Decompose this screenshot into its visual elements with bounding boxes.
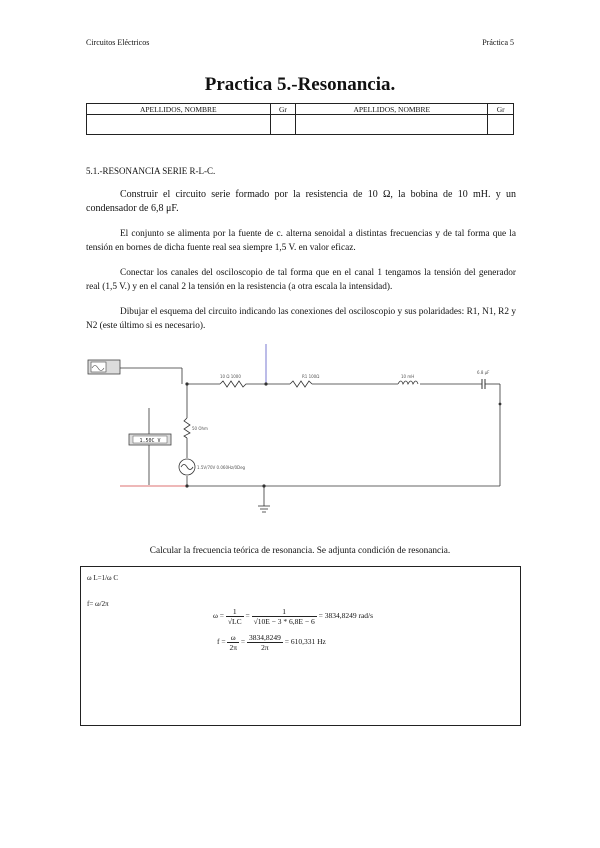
resonance-condition: ω L=1/ω C xyxy=(87,574,119,582)
capacitor-label: 6.8 μF xyxy=(477,370,490,375)
omega-equation: ω = $\frac{1}{√LC}$ = $\frac{1}{√10E - 3 * 6,8E - 6}$ = 3834,8249 rad/s xyxy=(213,607,374,626)
frequency-equation: f = $\frac{\omega}{2\pi}$ = $\frac{3834,8249}{2\pi}$ = 610,331 Hz xyxy=(217,633,326,652)
circuit-diagram xyxy=(80,340,520,520)
r-internal-label: 50 Ohm xyxy=(192,426,208,431)
inductor-label: 10 mH xyxy=(401,374,415,379)
paragraph-1: Construir el circuito serie formado por la resistencia de 10 Ω, la bobina de 10 mH. y un condensador de 6,8 μF. xyxy=(86,189,516,214)
name-field-1[interactable] xyxy=(87,115,271,135)
name-field-2[interactable] xyxy=(296,115,488,135)
frequency-relation: f= ω/2π xyxy=(87,600,109,608)
answer-box[interactable] xyxy=(80,566,521,726)
paragraph-3: Conectar los canales del osciloscopio de tal forma que en el canal 1 tengamos la tensión del generador real (1,5 V.) y en el canal 2 la tensión en la resistencia (a otra escala la intensidad). xyxy=(86,268,516,292)
name-header-1: APELLIDOS, NOMBRE xyxy=(87,104,271,115)
group-header-2: Gr xyxy=(488,104,514,115)
omega-result: = 3834,8249 rad/s xyxy=(318,611,374,621)
page-title: Practica 5.-Resonancia. xyxy=(204,74,396,95)
group-field-2[interactable] xyxy=(488,115,514,135)
group-header-1: Gr xyxy=(270,104,296,115)
section-heading: 5.1.-RESONANCIA SERIE R-L-C. xyxy=(86,166,216,176)
header-right: Práctica 5 xyxy=(482,38,514,47)
paragraph-2: El conjunto se alimenta por la fuente de c. alterna senoidal a distintas frecuencias y de tal forma que la tensión en bornes de dicha fuente real sea siempre 1,5 V. en valor eficaz. xyxy=(86,229,516,253)
name-table xyxy=(86,103,514,135)
header-left: Circuitos Eléctricos xyxy=(86,38,150,47)
frequency-result: = 610,331 Hz xyxy=(284,637,326,647)
name-header-2: APELLIDOS, NOMBRE xyxy=(296,104,488,115)
r-series-label: 10 Ω 1000 xyxy=(220,374,241,379)
meter-label: 1.50C V xyxy=(139,438,161,444)
group-field-1[interactable] xyxy=(270,115,296,135)
r1-label: R1 100Ω xyxy=(302,374,320,379)
calc-caption: Calcular la frecuencia teórica de resonancia. Se adjunta condición de resonancia. xyxy=(149,546,451,556)
source-label: 1.5V/70V 0.060Hz/0Deg xyxy=(197,465,246,470)
paragraph-4: Dibujar el esquema del circuito indicando las conexiones del osciloscopio y sus polaridades: R1, N1, R2 y N2 (este último si es necesario). xyxy=(86,307,516,331)
